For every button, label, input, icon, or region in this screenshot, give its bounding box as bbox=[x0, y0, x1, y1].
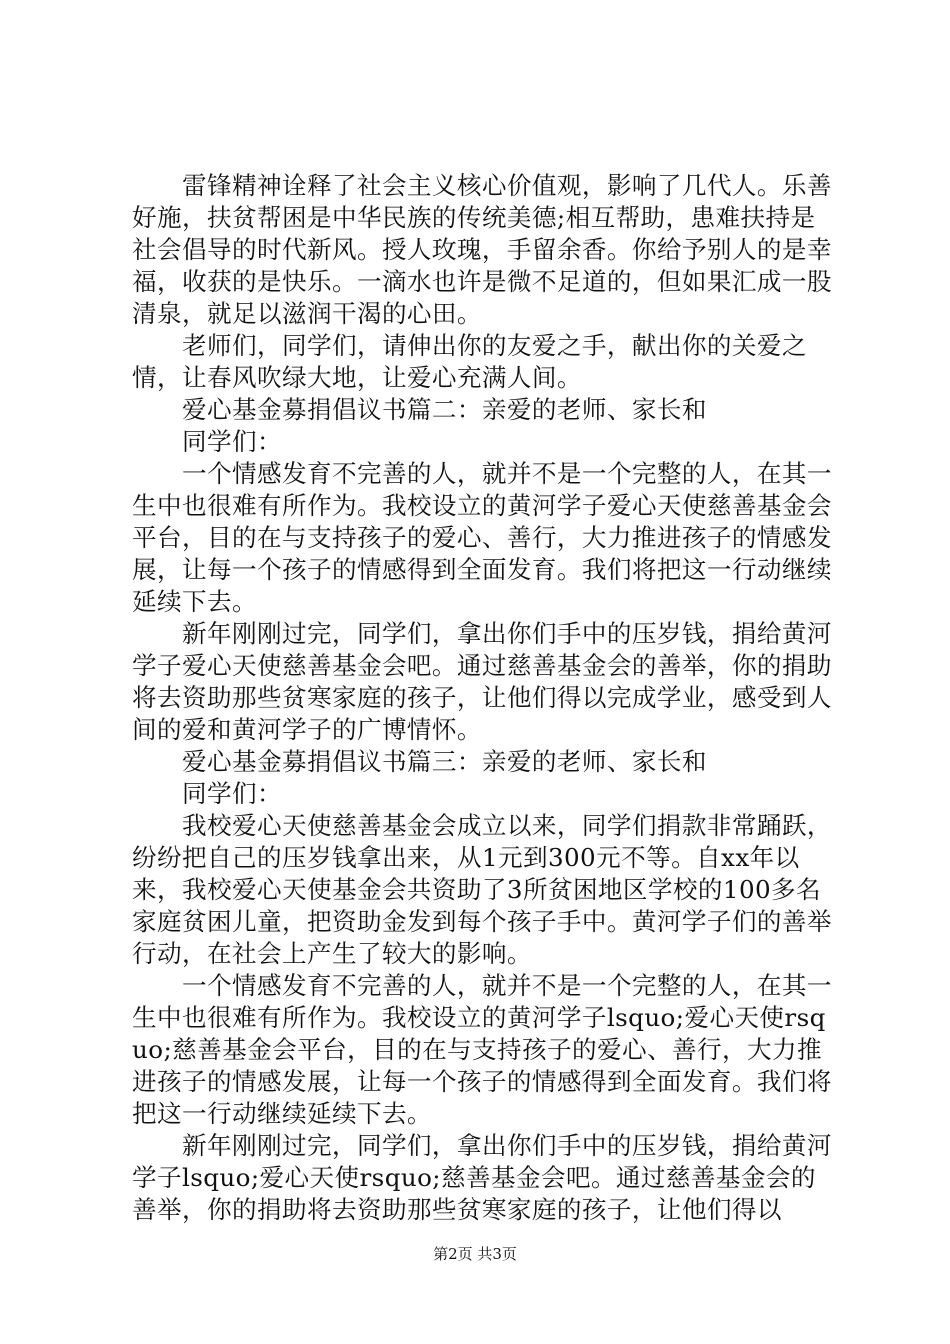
paragraph-appeal: 老师们，同学们，请伸出你的友爱之手，献出你的关爱之情，让春风吹绿大地，让爱心充满人间。 bbox=[132, 331, 807, 392]
paragraph-leifeng-spirit: 雷锋精神诠释了社会主义核心价值观，影响了几代人。乐善好施，扶贫帮困是中华民族的传统美德;相互帮助，患难扶持是社会倡导的时代新风。授人玫瑰，手留余香。你给予别人的是幸福，收获的是快乐。一滴水也许是微不足道的，但如果汇成一股清泉，就足以滋润干渴的心田。 bbox=[132, 171, 832, 328]
paragraph-emotional-development-repeat: 一个情感发育不完善的人，就并不是一个完整的人，在其一生中也很难有所作为。我校设立的黄河学子lsquo;爱心天使rsquo;慈善基金会平台，目的在与支持孩子的爱心、善行，大力推进孩子的情感发展，让每一个孩子的情感得到全面发育。我们将把这一行动继续延续下去。 bbox=[132, 971, 832, 1128]
paragraph-new-year-donation-repeat: 新年刚刚过完，同学们，拿出你们手中的压岁钱，捐给黄河学子lsquo;爱心天使rsquo;慈善基金会吧。通过慈善基金会的善举，你的捐助将去资助那些贫寒家庭的孩子，让他们得以 bbox=[132, 1131, 832, 1224]
page-number-footer: 第2页 共3页 bbox=[433, 1245, 517, 1263]
paragraph-fund-history: 我校爱心天使慈善基金会成立以来，同学们捐款非常踊跃，纷纷把自己的压岁钱拿出来，从1元到300元不等。自xx年以来，我校爱心天使基金会共资助了3所贫困地区学校的100多名家庭贫困儿童，把资助金发到每个孩子手中。黄河学子们的善举行动，在社会上产生了较大的影响。 bbox=[132, 811, 832, 968]
section-heading-part-two: 爱心基金募捐倡议书篇二：亲爱的老师、家长和 bbox=[132, 395, 707, 424]
document-body bbox=[132, 170, 832, 1226]
salutation-part-three: 同学们： bbox=[132, 779, 282, 808]
section-heading-part-three: 爱心基金募捐倡议书篇三：亲爱的老师、家长和 bbox=[132, 747, 707, 776]
paragraph-new-year-donation: 新年刚刚过完，同学们，拿出你们手中的压岁钱，捐给黄河学子爱心天使慈善基金会吧。通过慈善基金会的善举，你的捐助将去资助那些贫寒家庭的孩子，让他们得以完成学业，感受到人间的爱和黄河学子的广博情怀。 bbox=[132, 619, 832, 744]
paragraph-emotional-development: 一个情感发育不完善的人，就并不是一个完整的人，在其一生中也很难有所作为。我校设立的黄河学子爱心天使慈善基金会平台，目的在与支持孩子的爱心、善行，大力推进孩子的情感发展，让每一个孩子的情感得到全面发育。我们将把这一行动继续延续下去。 bbox=[132, 459, 832, 616]
salutation-part-two: 同学们： bbox=[132, 427, 282, 456]
